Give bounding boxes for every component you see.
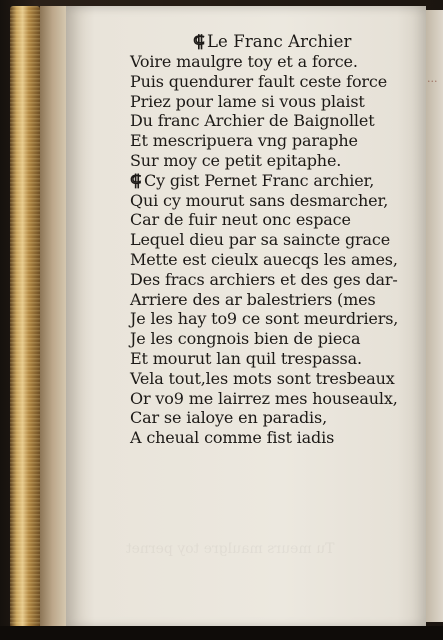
verse-line: Car de fuir neut onc espace (130, 210, 351, 230)
heading-text: Le Franc Archier (207, 32, 352, 51)
verse-line: Et mescripuera vng paraphe (130, 131, 358, 151)
verse-line-epitaph-start (130, 171, 420, 191)
gilt-page-edges (10, 6, 40, 628)
facing-page-edge (426, 10, 443, 622)
verse-line: Voire maulgre toy et a force. (130, 52, 358, 71)
verse-line: Qui cy mourut sans desmarcher, (130, 190, 389, 210)
verse-line: Vela tout,les mots sont tresbeaux (130, 368, 395, 388)
verse-line: Et mourut lan quil trespassa. (130, 348, 362, 368)
verse-line: Mette est cieulx auecqs les ames, (130, 249, 398, 269)
section-heading (130, 31, 420, 52)
facing-page-fragment: ... (427, 72, 438, 85)
verse-line: A cheual comme fist iadis (130, 428, 335, 448)
verse-line: Or vo9 me lairrez mes houseaulx, (130, 388, 398, 408)
verse-line: Puis quendurer fault ceste force (130, 71, 388, 91)
verse-line: Lequel dieu par sa saincte grace (130, 230, 391, 250)
verse-line-text: Cy gist Pernet Franc archier, (144, 170, 375, 190)
bottom-shadow (0, 626, 443, 640)
verse-line: Car se ialoye en paradis, (130, 408, 328, 428)
page-fore-edge (40, 6, 68, 628)
verse-line: Arriere des ar balestriers (mes (130, 289, 376, 309)
verse-line: Je les congnois bien de pieca (130, 329, 361, 349)
pilcrow-icon: ⸿ (130, 170, 142, 190)
verse-line: Des fracs archiers et des ges dar- (130, 269, 398, 289)
verse-line: Priez pour lame si vous plaist (130, 91, 365, 111)
show-through-text: Tu meurs maulgre toy pernet (126, 541, 335, 557)
verse-line: Sur moy ce petit epitaphe. (130, 150, 342, 170)
pilcrow-icon: ⸿ (193, 32, 205, 51)
verse-line: Du franc Archier de Baignollet (130, 111, 375, 131)
poem-text (130, 31, 420, 448)
verse-line: Je les hay to9 ce sont meurdriers, (130, 309, 399, 329)
